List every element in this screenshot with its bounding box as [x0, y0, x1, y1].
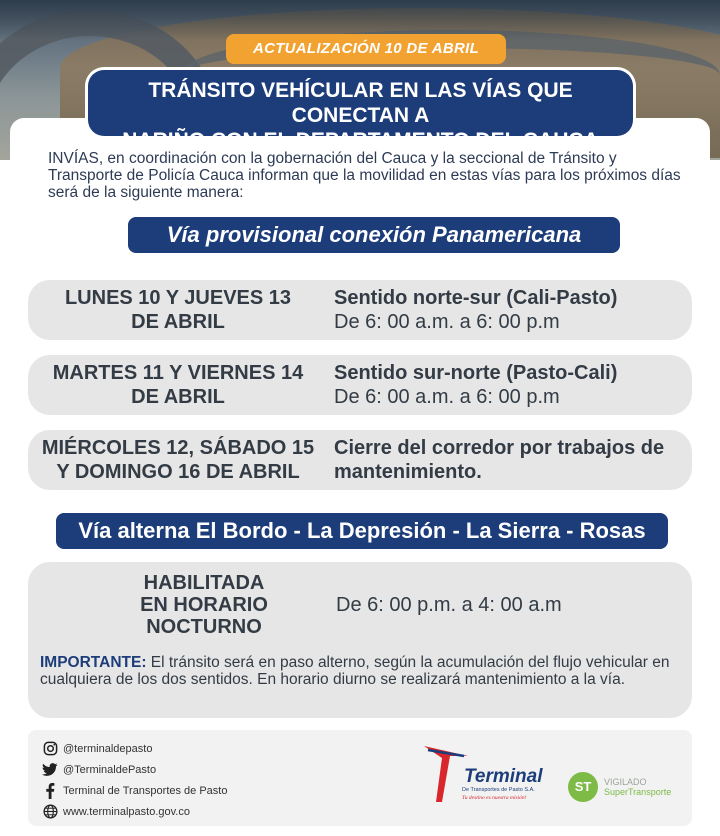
twitter-handle: @TerminaldePasto	[63, 763, 157, 776]
facebook-link[interactable]	[42, 780, 302, 801]
schedule-info	[334, 286, 617, 334]
night-line-3: NOCTURNO	[146, 616, 262, 638]
st-line-2: SuperTransporte	[604, 787, 672, 797]
instagram-icon	[42, 741, 58, 757]
schedule-info	[334, 436, 664, 484]
twitter-link[interactable]	[42, 759, 302, 780]
important-text: El tránsito será en paso alterno, según la acumulación del flujo vehicular en cualquiera de los dos sentidos. En horario diurno se realizará mantenimiento a la vía.	[40, 654, 670, 688]
instagram-link[interactable]	[42, 738, 302, 759]
website-link[interactable]	[42, 801, 302, 822]
headline-line-2: NARIÑO CON EL DEPARTAMENTO DEL CAUCA	[122, 129, 599, 152]
schedule-row	[28, 430, 692, 490]
schedule-row	[28, 355, 692, 415]
facebook-icon	[42, 783, 58, 799]
night-line-1: HABILITADA	[143, 572, 265, 594]
website-url: www.terminalpasto.gov.co	[63, 805, 190, 818]
info-line-1: Sentido sur-norte (Pasto-Cali)	[334, 362, 618, 384]
day-line-1: LUNES 10 Y JUEVES 13	[64, 287, 292, 309]
terminal-logo-name: Terminal	[464, 766, 543, 787]
day-line-2: Y DOMINGO 16 DE ABRIL	[56, 461, 300, 483]
headline	[88, 70, 633, 152]
night-label	[84, 572, 324, 638]
day-line-2: DE ABRIL	[131, 386, 225, 408]
important-label: IMPORTANTE:	[40, 654, 147, 671]
info-line-1: Cierre del corredor por trabajos de	[334, 437, 665, 459]
schedule-day	[28, 436, 328, 484]
st-badge: ST	[568, 772, 598, 802]
st-line-1: VIGILADO	[604, 777, 647, 787]
section-title-panamericana: Vía provisional conexión Panamericana	[128, 217, 620, 253]
night-hours: De 6: 00 p.m. a 4: 00 a.m	[336, 594, 562, 616]
instagram-handle: @terminaldepasto	[63, 742, 153, 755]
schedule-day	[28, 361, 328, 409]
section-title-alternate-route: Vía alterna El Bordo - La Depresión - La Sierra - Rosas	[56, 513, 668, 549]
update-badge: ACTUALIZACIÓN 10 DE ABRIL	[226, 34, 506, 64]
info-line-1: Sentido norte-sur (Cali-Pasto)	[334, 287, 618, 309]
schedule-row	[28, 280, 692, 340]
globe-icon	[42, 804, 58, 820]
intro-text: INVÍAS, en coordinación con la gobernación del Cauca y la seccional de Tránsito y Transporte de Policía Cauca informan que la movilidad en estas vías para los próximos días será de la siguiente manera:	[48, 150, 681, 201]
twitter-icon	[42, 762, 58, 778]
footer	[28, 730, 692, 826]
day-line-1: MIÉRCOLES 12, SÁBADO 15	[41, 437, 315, 459]
social-links	[42, 738, 302, 822]
important-note	[40, 654, 684, 688]
schedule-day	[28, 286, 328, 334]
st-text	[604, 777, 671, 797]
headline-line-1: TRÁNSITO VEHÍCULAR EN LAS VÍAS QUE CONECTAN A	[148, 79, 573, 127]
day-line-2: DE ABRIL	[131, 311, 225, 333]
schedule-info	[334, 361, 617, 409]
night-schedule-box	[28, 562, 692, 718]
terminal-logo-subtitle: De Transportes de Pasto S.A.	[462, 787, 535, 793]
terminal-logo	[420, 742, 550, 806]
terminal-logo-slogan: Tu destino es nuestra misión!	[462, 795, 527, 801]
supertransporte-logo	[568, 772, 698, 802]
night-line-2: EN HORARIO	[140, 594, 268, 616]
info-line-2: De 6: 00 a.m. a 6: 00 p.m	[334, 386, 560, 408]
facebook-page: Terminal de Transportes de Pasto	[63, 784, 228, 797]
day-line-1: MARTES 11 Y VIERNES 14	[52, 362, 304, 384]
info-line-2: mantenimiento.	[334, 461, 482, 483]
info-line-2: De 6: 00 a.m. a 6: 00 p.m	[334, 311, 560, 333]
